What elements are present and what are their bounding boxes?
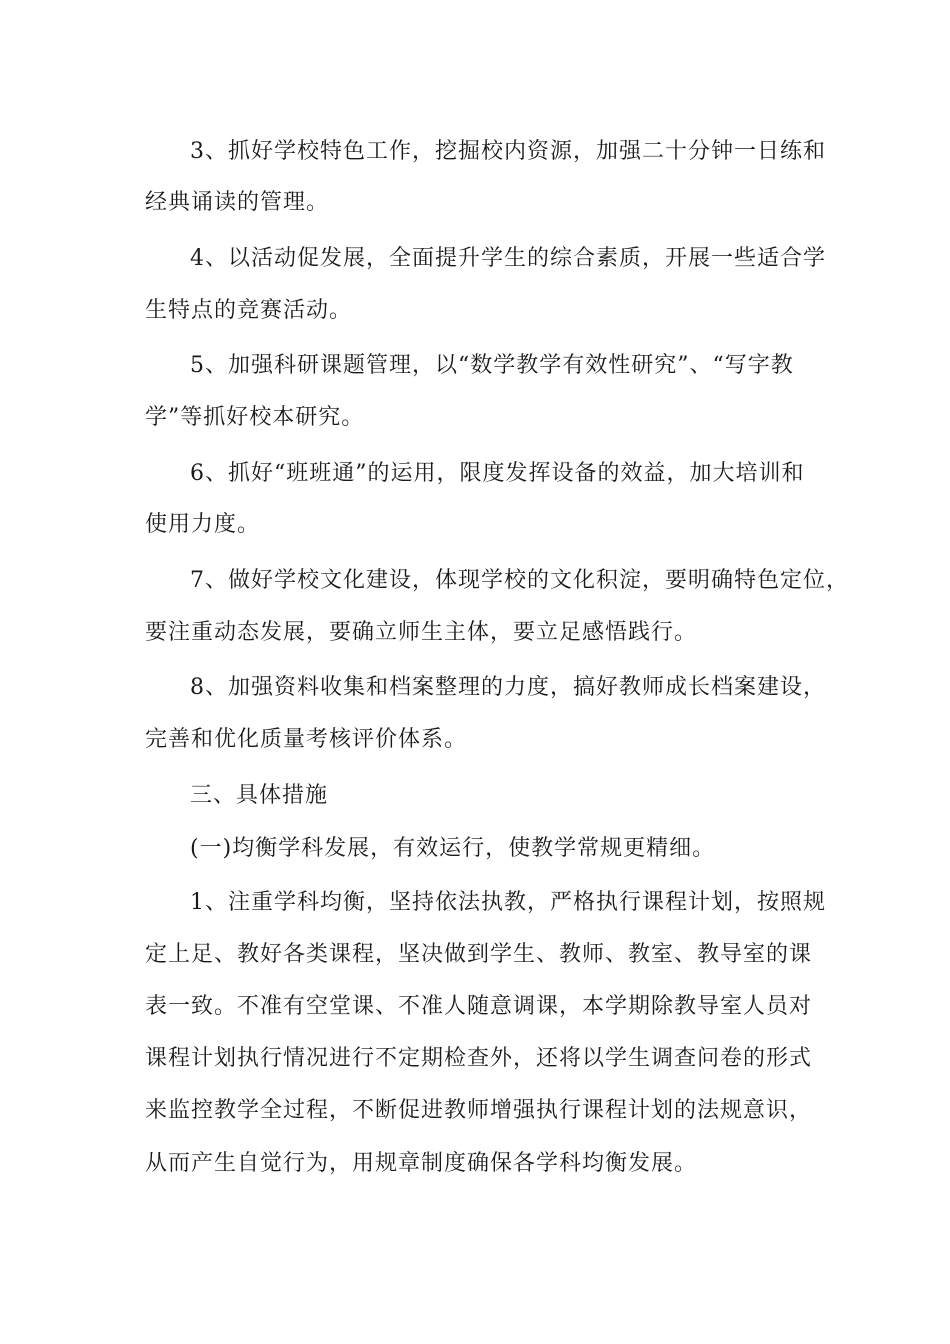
paragraph-6-line-2: 使用力度。 [145,512,261,537]
paragraph-7-line-1: 7、做好学校文化建设，体现学校的文化积淀，要明确特色定位， [190,568,849,593]
paragraph-8-line-2: 完善和优化质量考核评价体系。 [145,727,468,752]
paragraph-4-line-1: 4、以活动促发展，全面提升学生的综合素质，开展一些适合学 [190,246,826,271]
measure-1-line-5: 来监控教学全过程，不断促进教师增强执行课程计划的法规意识， [145,1098,813,1123]
section-heading: 三、具体措施 [190,783,329,808]
measure-1-line-3: 表一致。不准有空堂课、不准人随意调课，本学期除教导室人员对 [145,994,813,1019]
measure-1-line-6: 从而产生自觉行为，用规章制度确保各学科均衡发展。 [145,1151,698,1176]
paragraph-7-line-2: 要注重动态发展，要确立师生主体，要立足感悟践行。 [145,620,698,645]
subsection-heading: (一)均衡学科发展，有效运行，使教学常规更精细。 [190,836,716,861]
measure-1-line-2: 定上足、教好各类课程，坚决做到学生、教师、教室、教导室的课 [145,942,813,967]
paragraph-6-line-1: 6、抓好“班班通”的运用，限度发挥设备的效益，加大培训和 [190,461,805,486]
paragraph-3-line-2: 经典诵读的管理。 [145,190,330,215]
measure-1-line-1: 1、注重学科均衡，坚持依法执教，严格执行课程计划，按照规 [190,890,826,915]
paragraph-5-line-2: 学”等抓好校本研究。 [145,405,365,430]
paragraph-8-line-1: 8、加强资料收集和档案整理的力度，搞好教师成长档案建设， [190,675,826,700]
paragraph-3-line-1: 3、抓好学校特色工作，挖掘校内资源，加强二十分钟一日练和 [190,139,826,164]
paragraph-4-line-2: 生特点的竞赛活动。 [145,298,353,323]
paragraph-5-line-1: 5、加强科研课题管理，以“数学教学有效性研究”、“写字教 [190,353,794,378]
measure-1-line-4: 课程计划执行情况进行不定期检查外，还将以学生调查问卷的形式 [145,1046,813,1071]
